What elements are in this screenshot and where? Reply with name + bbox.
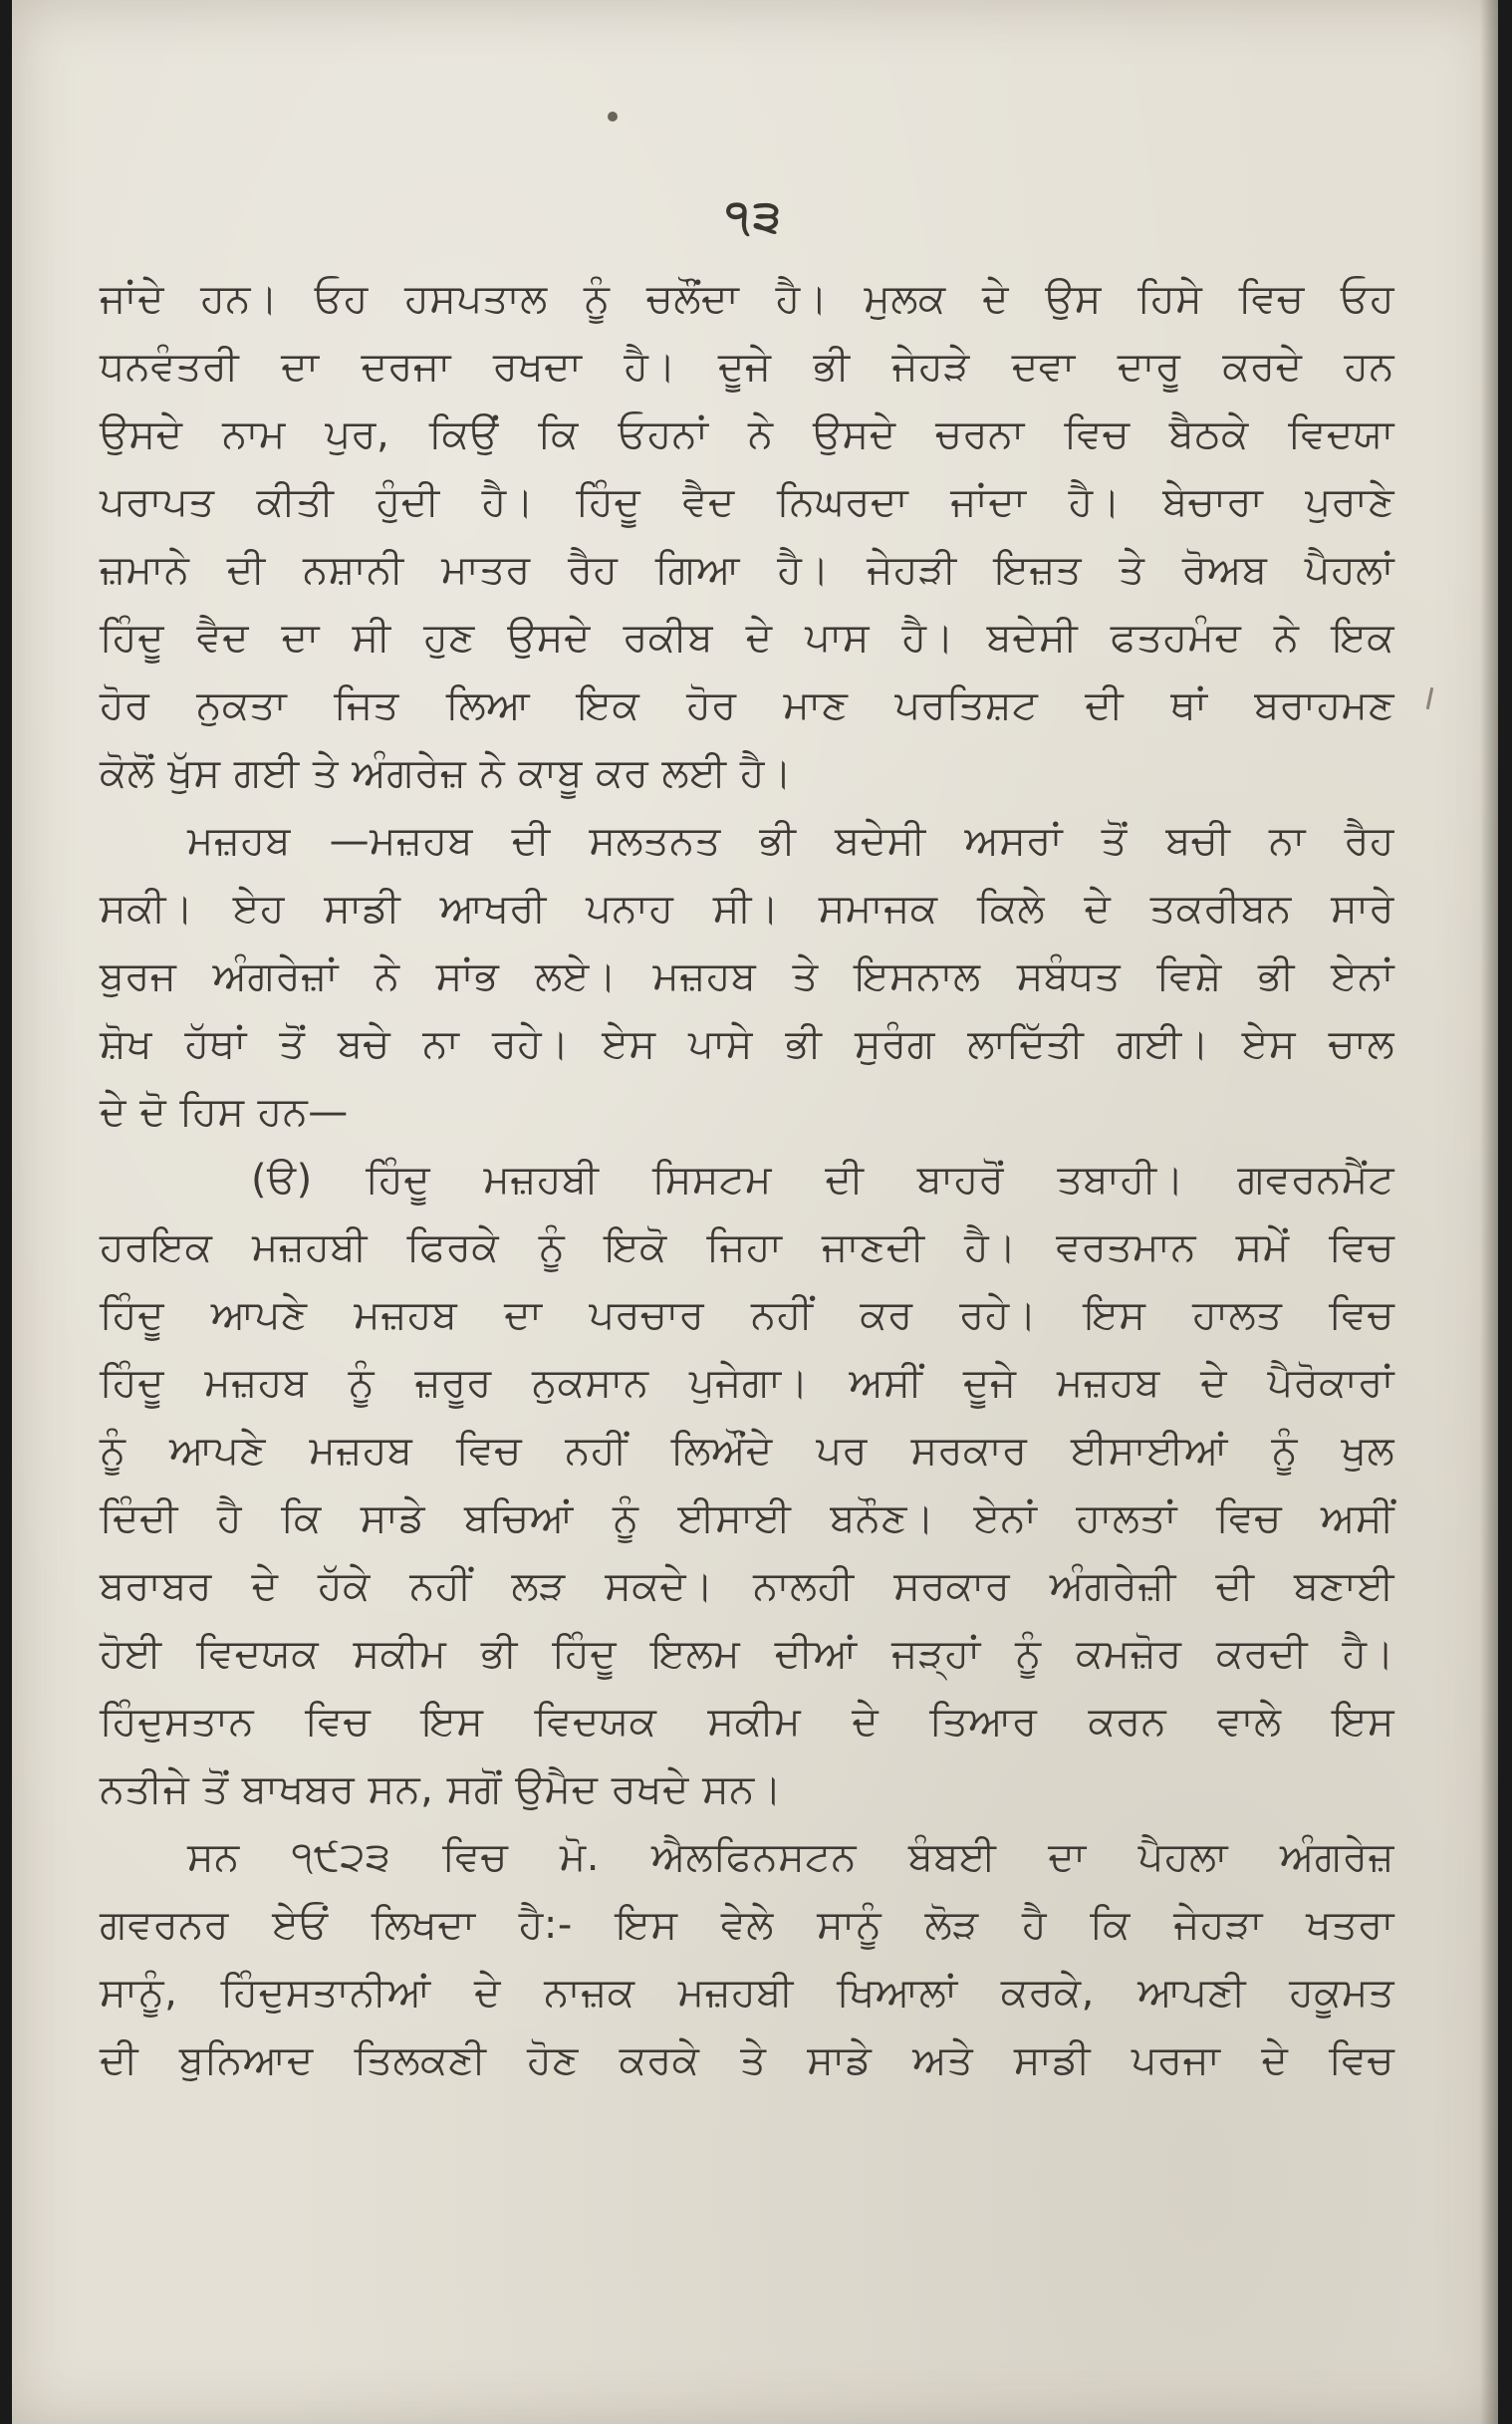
text-line: ਨਤੀਜੇ ਤੋਂ ਬਾਖਬਰ ਸਨ, ਸਗੋਂ ਉਮੈਦ ਰਖਦੇ ਸਨ। (100, 1766, 783, 1812)
text-line: ਬਰਾਬਰ ਦੇ ਹੱਕੇ ਨਹੀਂ ਲੜ ਸਕਦੇ। ਨਾਲਹੀ ਸਰਕਾਰ ਅੰਗਰੇਜ਼ੀ ਦੀ ਬਣਾਈ (100, 1563, 1394, 1609)
ink-dot (608, 112, 618, 122)
text-line: ਉਸਦੇ ਨਾਮ ਪੁਰ, ਕਿਉਂ ਕਿ ਓਹਨਾਂ ਨੇ ਉਸਦੇ ਚਰਨਾ ਵਿਚ ਬੈਠਕੇ ਵਿਦਯਾ (100, 411, 1394, 457)
text-line: ਹੋਈ ਵਿਦਯਕ ਸਕੀਮ ਭੀ ਹਿੰਦੂ ਇਲਮ ਦੀਆਂ ਜੜ੍ਹਾਂ ਨੂੰ ਕਮਜ਼ੋਰ ਕਰਦੀ ਹੈ। (100, 1631, 1394, 1677)
text-line: ਮਜ਼ਹਬ —ਮਜ਼ਹਬ ਦੀ ਸਲਤਨਤ ਭੀ ਬਦੇਸੀ ਅਸਰਾਂ ਤੋਂ ਬਚੀ ਨਾ ਰੈਹ (187, 818, 1394, 864)
text-line: ਹਿੰਦੂ ਵੈਦ ਦਾ ਸੀ ਹੁਣ ਉਸਦੇ ਰਕੀਬ ਦੇ ਪਾਸ ਹੈ। ਬਦੇਸੀ ਫਤਹਮੰਦ ਨੇ ਇਕ (100, 615, 1394, 661)
text-line: ਜ਼ਮਾਨੇ ਦੀ ਨਸ਼ਾਨੀ ਮਾਤਰ ਰੈਹ ਗਿਆ ਹੈ। ਜੇਹੜੀ ਇਜ਼ਤ ਤੇ ਰੋਅਬ ਪੈਹਲਾਂ (100, 547, 1394, 593)
text-line: ਦੀ ਬੁਨਿਆਦ ਤਿਲਕਣੀ ਹੋਣ ਕਰਕੇ ਤੇ ਸਾਡੇ ਅਤੇ ਸਾਡੀ ਪਰਜਾ ਦੇ ਵਿਚ (100, 2037, 1394, 2083)
text-line: ਹਿੰਦੂ ਆਪਣੇ ਮਜ਼ਹਬ ਦਾ ਪਰਚਾਰ ਨਹੀਂ ਕਰ ਰਹੇ। ਇਸ ਹਾਲਤ ਵਿਚ (100, 1292, 1394, 1338)
text-line: ਨੂੰ ਆਪਣੇ ਮਜ਼ਹਬ ਵਿਚ ਨਹੀਂ ਲਿਔਂਦੇ ਪਰ ਸਰਕਾਰ ਈਸਾਈਆਂ ਨੂੰ ਖੁਲ (100, 1428, 1394, 1474)
text-line: ਕੋਲੋਂ ਖੁੱਸ ਗਈ ਤੇ ਅੰਗਰੇਜ਼ ਨੇ ਕਾਬੂ ਕਰ ਲਈ ਹੈ। (100, 750, 793, 796)
text-line: ਸਾਨੂੰ, ਹਿੰਦੁਸਤਾਨੀਆਂ ਦੇ ਨਾਜ਼ਕ ਮਜ਼ਹਬੀ ਖਿਆਲਾਂ ਕਰਕੇ, ਆਪਣੀ ਹਕੂਮਤ (100, 1970, 1394, 2016)
text-line: ਦਿੰਦੀ ਹੈ ਕਿ ਸਾਡੇ ਬਚਿਆਂ ਨੂੰ ਈਸਾਈ ਬਨੌਣ। ਏਨਾਂ ਹਾਲਤਾਂ ਵਿਚ ਅਸੀਂ (100, 1495, 1394, 1541)
text-line: ਗਵਰਨਰ ਏਓਂ ਲਿਖਦਾ ਹੈ:- ਇਸ ਵੇਲੇ ਸਾਨੂੰ ਲੋੜ ਹੈ ਕਿ ਜੇਹੜਾ ਖਤਰਾ (100, 1902, 1394, 1948)
text-line: ਹੋਰ ਨੁਕਤਾ ਜਿਤ ਲਿਆ ਇਕ ਹੋਰ ਮਾਣ ਪਰਤਿਸ਼ਟ ਦੀ ਥਾਂ ਬਰਾਹਮਣ (100, 682, 1394, 728)
page-edge-shadow (1480, 0, 1498, 2424)
text-line: ਹਰਇਕ ਮਜ਼ਹਬੀ ਫਿਰਕੇ ਨੂੰ ਇਕੋ ਜਿਹਾ ਜਾਣਦੀ ਹੈ। ਵਰਤਮਾਨ ਸਮੇਂ ਵਿਚ (100, 1224, 1394, 1270)
text-line: ਸਕੀ। ਏਹ ਸਾਡੀ ਆਖਰੀ ਪਨਾਹ ਸੀ। ਸਮਾਜਕ ਕਿਲੇ ਦੇ ਤਕਰੀਬਨ ਸਾਰੇ (100, 886, 1394, 932)
body-text (100, 265, 1394, 2094)
text-line: ਪਰਾਪਤ ਕੀਤੀ ਹੁੰਦੀ ਹੈ। ਹਿੰਦੂ ਵੈਦ ਨਿਘਰਦਾ ਜਾਂਦਾ ਹੈ। ਬੇਚਾਰਾ ਪੁਰਾਣੇ (100, 479, 1394, 525)
margin-mark (1426, 687, 1434, 709)
text-line: ਹਿੰਦੂ ਮਜ਼ਹਬ ਨੂੰ ਜ਼ਰੂਰ ਨੁਕਸਾਨ ਪੁਜੇਗਾ। ਅਸੀਂ ਦੂਜੇ ਮਜ਼ਹਬ ਦੇ ਪੈਰੋਕਾਰਾਂ (100, 1360, 1394, 1406)
text-line: (ੳ) ਹਿੰਦੂ ਮਜ਼ਹਬੀ ਸਿਸਟਮ ਦੀ ਬਾਹਰੋਂ ਤਬਾਹੀ। ਗਵਰਨਮੈਂਟ (251, 1157, 1394, 1203)
text-line: ਸ਼ੋਖ ਹੱਥਾਂ ਤੋਂ ਬਚੇ ਨਾ ਰਹੇ। ਏਸ ਪਾਸੇ ਭੀ ਸੁਰੰਗ ਲਾਦਿੱਤੀ ਗਈ। ਏਸ ਚਾਲ (100, 1021, 1394, 1067)
page-number: ੧੩ (725, 191, 785, 242)
text-line: ਜਾਂਦੇ ਹਨ। ਓਹ ਹਸਪਤਾਲ ਨੂੰ ਚਲੌਂਦਾ ਹੈ। ਮੁਲਕ ਦੇ ਉਸ ਹਿਸੇ ਵਿਚ ਓਹ (100, 276, 1394, 322)
text-line: ਧਨਵੰਤਰੀ ਦਾ ਦਰਜਾ ਰਖਦਾ ਹੈ। ਦੂਜੇ ਭੀ ਜੇਹੜੇ ਦਵਾ ਦਾਰੂ ਕਰਦੇ ਹਨ (100, 344, 1394, 390)
text-line: ਹਿੰਦੁਸਤਾਨ ਵਿਚ ਇਸ ਵਿਦਯਕ ਸਕੀਮ ਦੇ ਤਿਆਰ ਕਰਨ ਵਾਲੇ ਇਸ (100, 1699, 1394, 1745)
text-line: ਬੁਰਜ ਅੰਗਰੇਜ਼ਾਂ ਨੇ ਸਾਂਭ ਲਏ। ਮਜ਼ਹਬ ਤੇ ਇਸਨਾਲ ਸਬੰਧਤ ਵਿਸ਼ੇ ਭੀ ਏਨਾਂ (100, 953, 1394, 999)
text-line: ਦੇ ਦੋ ਹਿਸ ਹਨ— (100, 1089, 349, 1135)
text-line: ਸਨ ੧੯੨੩ ਵਿਚ ਮੋ. ਐਲਫਿਨਸਟਨ ਬੰਬਈ ਦਾ ਪੈਹਲਾ ਅੰਗਰੇਜ਼ (187, 1834, 1394, 1880)
book-page (12, 0, 1498, 2424)
